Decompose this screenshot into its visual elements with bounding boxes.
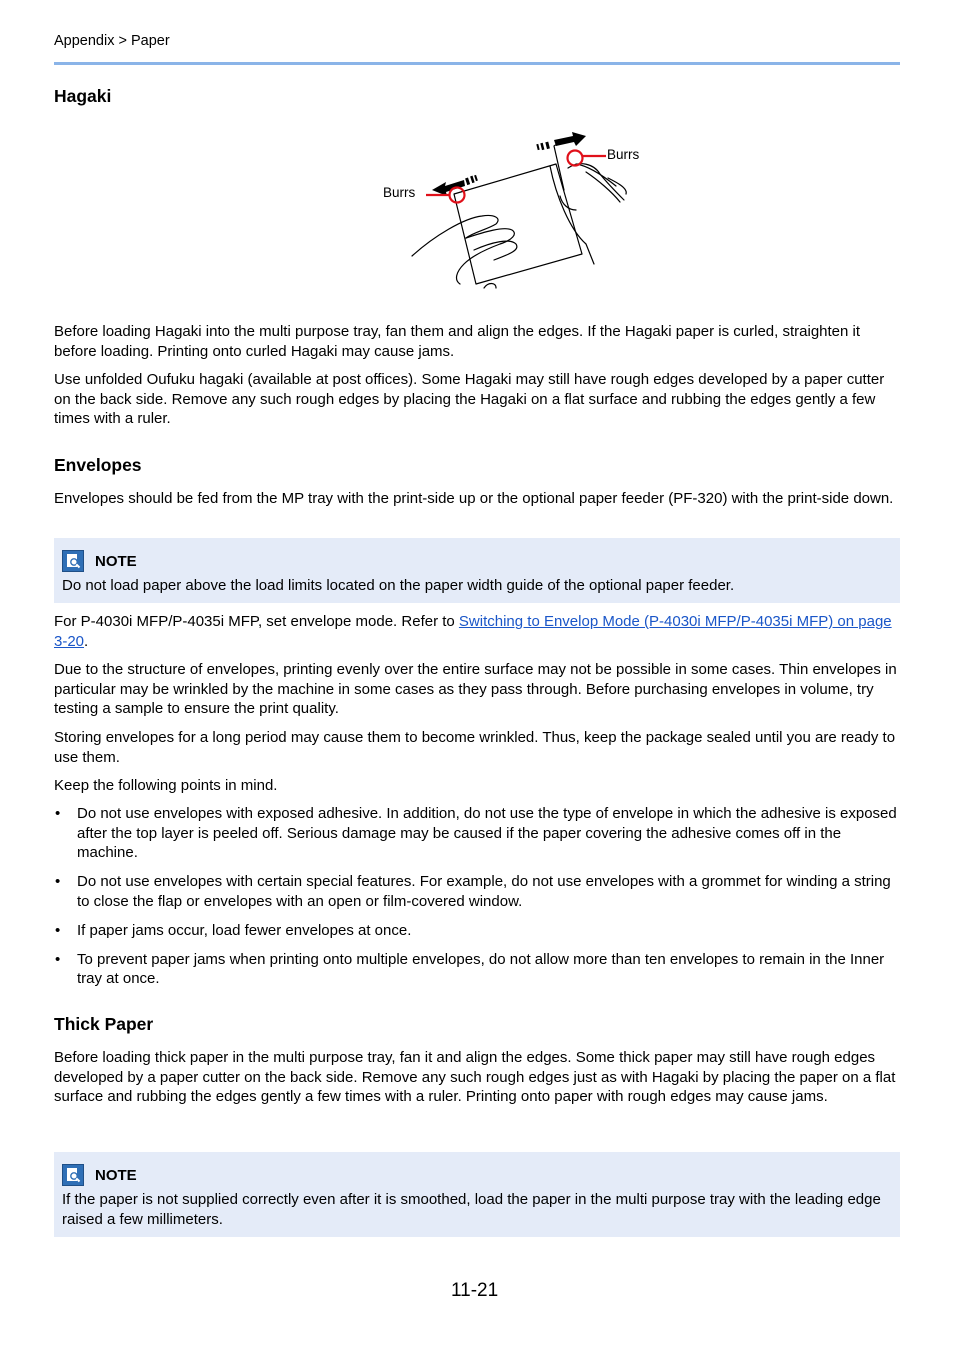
list-item	[54, 872, 900, 911]
list-item	[54, 804, 900, 863]
heading-thick-paper: Thick Paper	[54, 1014, 154, 1034]
note-icon	[62, 550, 84, 572]
note-box-envelopes	[54, 538, 900, 603]
header-rule	[54, 62, 900, 65]
list-item-text: If paper jams occur, load fewer envelopes at once.	[77, 921, 412, 939]
bullet-dot: •	[55, 805, 61, 822]
envelope-points-list	[54, 804, 900, 998]
note-text: If the paper is not supplied correctly even after it is smoothed, load the paper in the multi purpose tray with the leading edge raised a few millimeters.	[62, 1191, 881, 1228]
note-icon-glyph	[65, 1167, 81, 1183]
heading-envelopes: Envelopes	[54, 455, 142, 475]
bullet-dot: •	[55, 873, 61, 890]
page-number: 11-21	[451, 1280, 499, 1301]
list-item	[54, 921, 900, 941]
list-item-text: To prevent paper jams when printing onto multiple envelopes, do not allow more than ten envelopes to remain in the Inner tray at once.	[77, 950, 885, 987]
list-item-text: Do not use envelopes with certain special features. For example, do not use envelopes with a grommet for winding a string to close the flap or envelopes with an open or film-covered window.	[77, 873, 891, 910]
thick-paper-paragraph: Before loading thick paper in the multi purpose tray, fan it and align the edges. Some thick paper may still have rough edges developed by a paper cutter on the back side. Remove any such rough edges just as with Hagaki by placing the paper on a flat surface and rubbing the edges gently a few times with a ruler. Printing onto paper with rough edges may cause jams.	[54, 1049, 896, 1105]
envelopes-paragraph-3: Due to the structure of envelopes, printing evenly over the entire surface may not be possible in some cases. Thin envelopes in particular may be wrinkled by the machine in some cases as they pass through. Before purchasing envelopes in volume, try testing a sample to ensure the print quality.	[54, 661, 897, 717]
envelopes-paragraph-1: Envelopes should be fed from the MP tray with the print-side up or the optional paper feeder (PF-320) with the print-side down.	[54, 490, 894, 507]
note-icon-glyph	[65, 553, 81, 569]
envelopes-paragraph-2	[54, 612, 900, 651]
note-text: Do not load paper above the load limits located on the paper width guide of the optional paper feeder.	[62, 577, 735, 594]
burrs-label-right: Burrs	[607, 147, 640, 162]
note-box-thick-paper	[54, 1152, 900, 1237]
envelope-mode-text: For P-4030i MFP/P-4035i MFP, set envelope mode. Refer to	[54, 613, 459, 630]
hagaki-paragraph-1: Before loading Hagaki into the multi purpose tray, fan them and align the edges. If the Hagaki paper is curled, straighten it before loading. Printing onto curled Hagaki may cause jams.	[54, 323, 861, 360]
note-title: NOTE	[95, 552, 137, 570]
envelop-mode-link[interactable]: Switching to Envelop Mode (P-4030i MFP/P-4035i MFP) on page 3-20	[54, 613, 892, 650]
note-icon	[62, 1164, 84, 1186]
envelopes-paragraph-5: Keep the following points in mind.	[54, 777, 278, 794]
envelope-mode-suffix: .	[84, 632, 89, 650]
bullet-dot: •	[55, 950, 61, 968]
envelopes-paragraph-4: Storing envelopes for a long period may cause them to become wrinkled. Thus, keep the package sealed until you are ready to use them.	[54, 729, 896, 766]
hagaki-burrs-illustration	[324, 126, 644, 296]
breadcrumb: Appendix > Paper	[54, 33, 170, 49]
note-header	[62, 550, 137, 572]
hagaki-illustration-svg	[324, 126, 644, 296]
list-item	[54, 950, 900, 989]
heading-hagaki: Hagaki	[54, 86, 112, 106]
burrs-label-left: Burrs	[383, 185, 416, 200]
bullet-dot: •	[55, 921, 61, 939]
note-title: NOTE	[95, 1166, 137, 1184]
hagaki-paragraph-2: Use unfolded Oufuku hagaki (available at post offices). Some Hagaki may still have rough edges developed by a paper cutter on the back side. Remove any such rough edges by placing the Hagaki on a flat surface and rubbing the edges gently a few times with a ruler.	[54, 371, 885, 427]
list-item-text: Do not use envelopes with exposed adhesive. In addition, do not use the type of envelope in which the adhesive is exposed after the top layer is peeled off. Serious damage may be caused if the paper covering the adhesive comes off in the machine.	[77, 805, 897, 861]
note-header	[62, 1164, 137, 1186]
